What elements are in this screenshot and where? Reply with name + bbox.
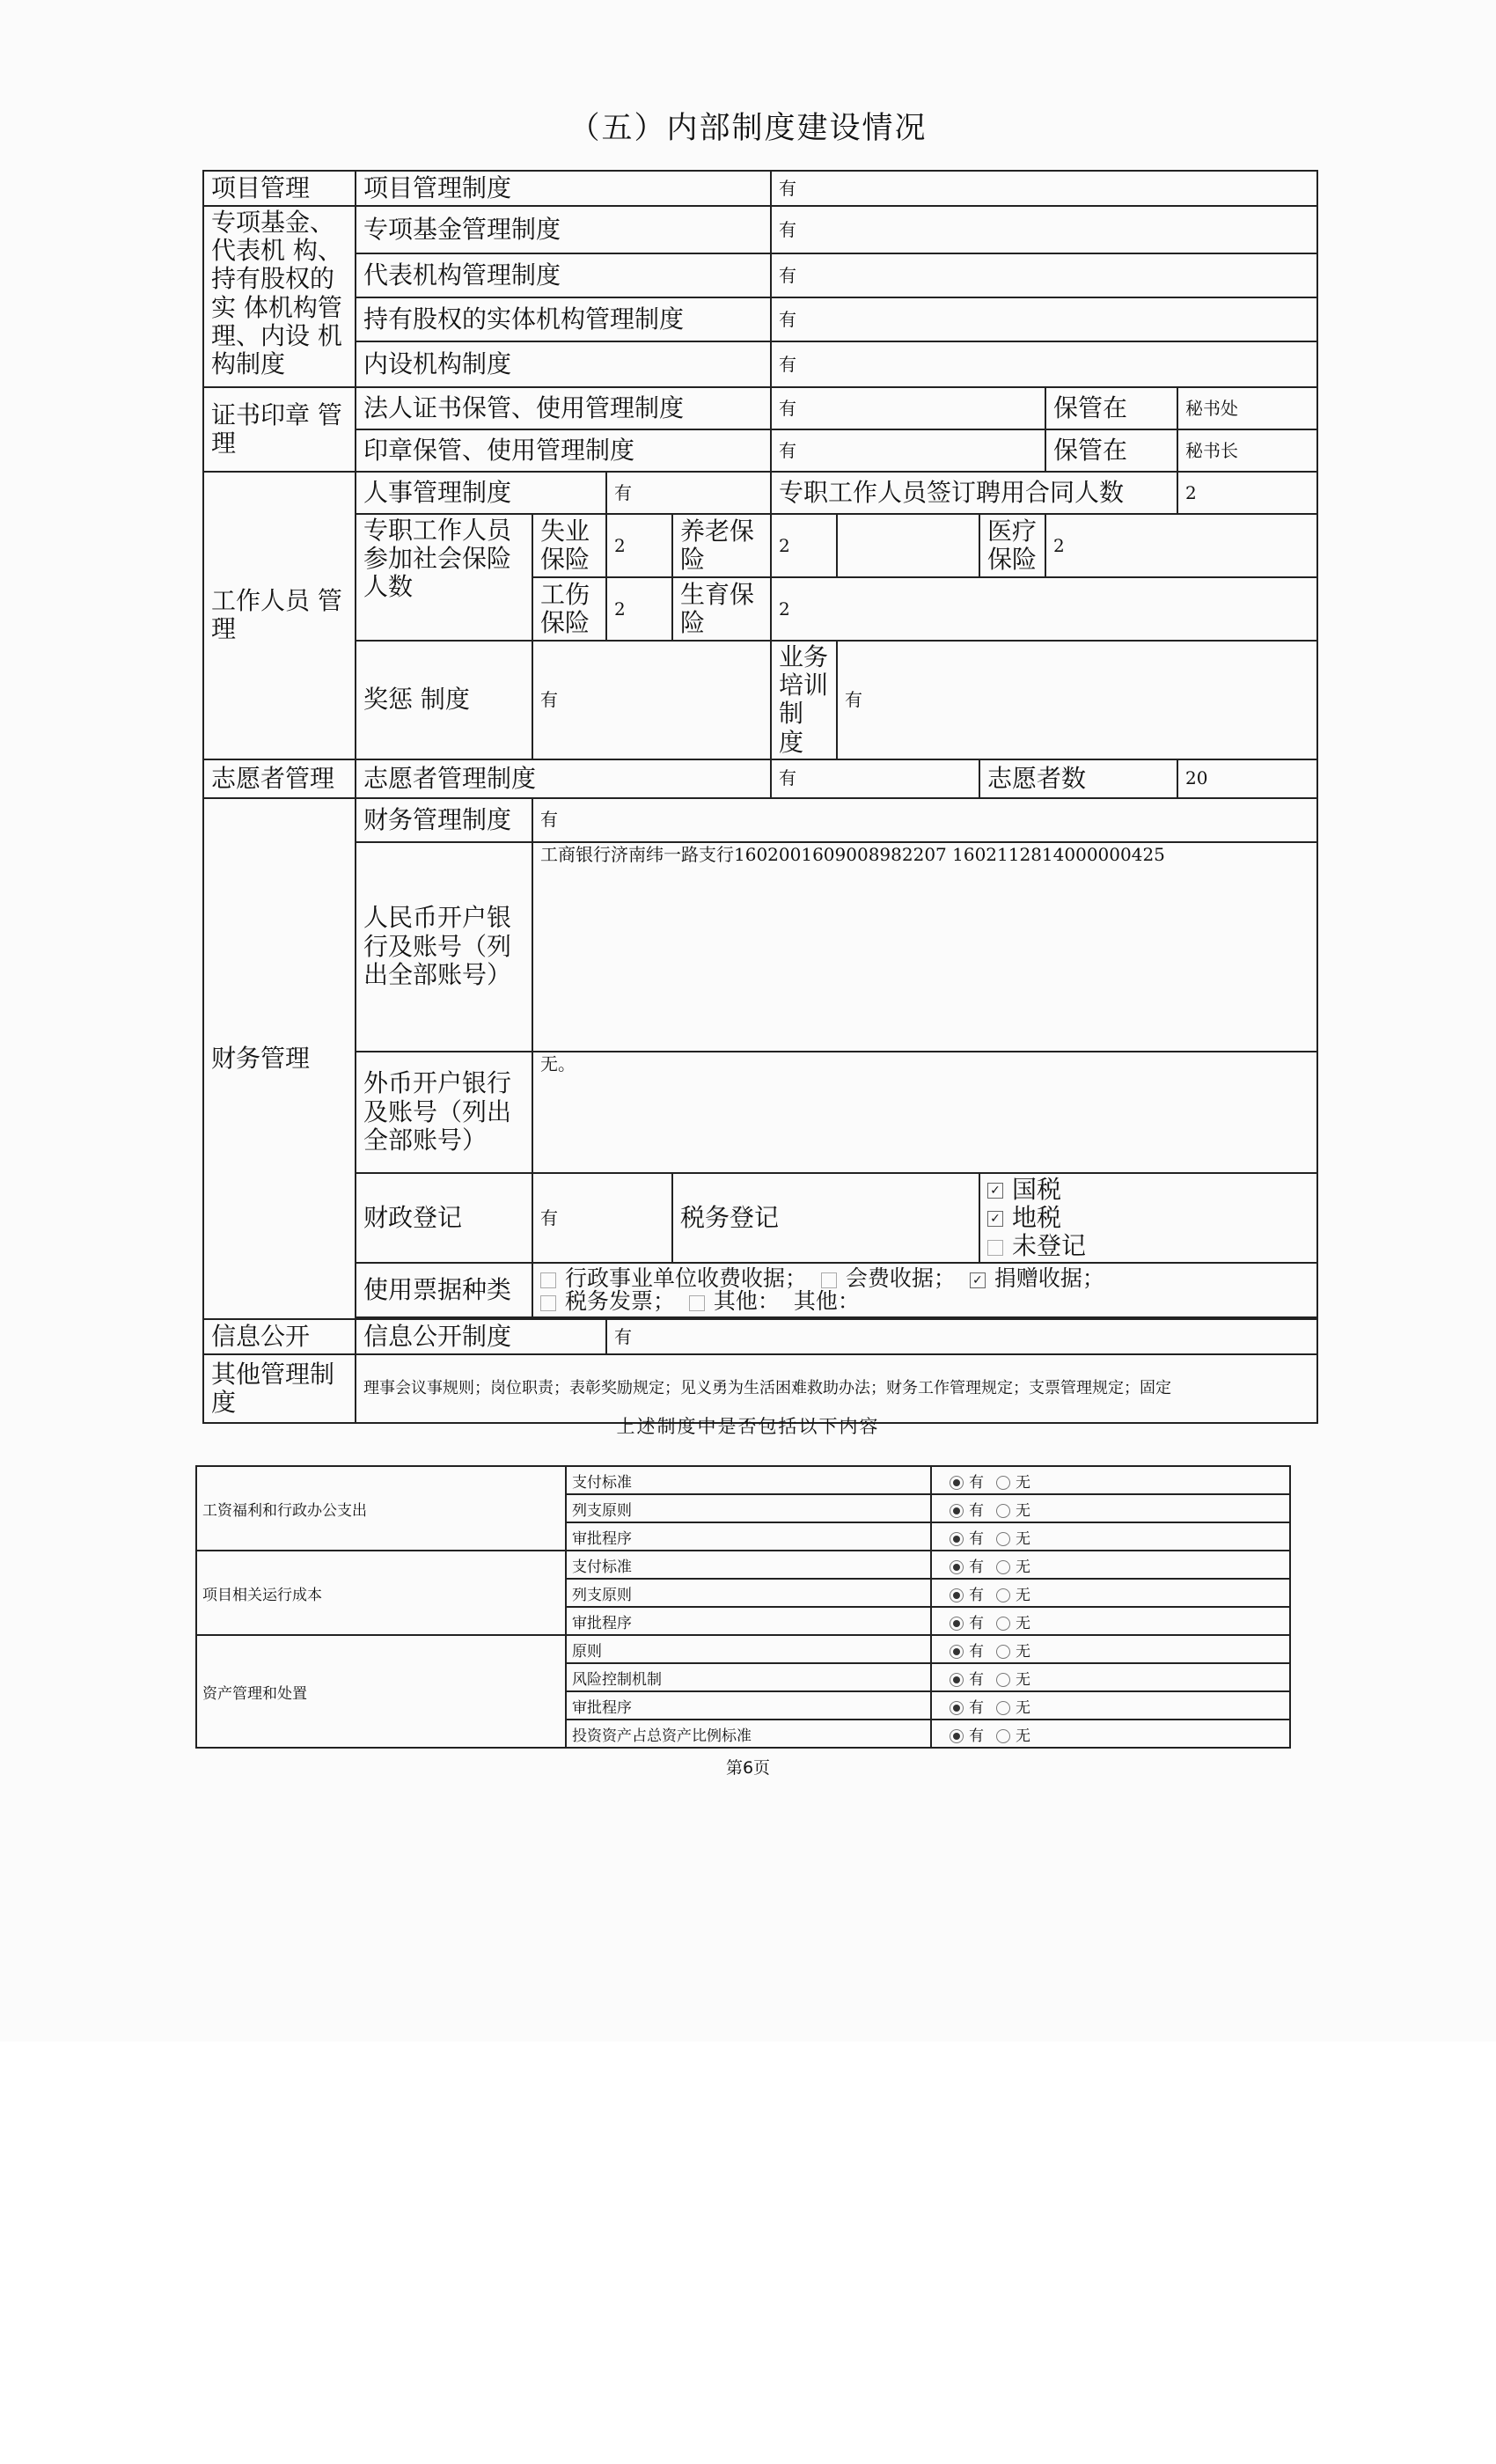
checklist-item-label: 列支原则 — [566, 1494, 931, 1522]
checkbox-icon — [689, 1295, 705, 1311]
checkbox-icon — [540, 1295, 556, 1311]
yes-no-choice — [931, 1466, 1290, 1494]
no-label: 无 — [1016, 1670, 1030, 1689]
checklist-row — [196, 1635, 1290, 1663]
maternity-label: 生育保险 — [672, 577, 771, 641]
checkbox-icon — [987, 1240, 1003, 1256]
yes-no-choice — [931, 1720, 1290, 1748]
yes-label: 有 — [969, 1727, 984, 1745]
checklist-item-label: 支付标准 — [566, 1551, 931, 1579]
keeper-value: 秘书处 — [1177, 387, 1317, 429]
yes-no-choice — [931, 1551, 1290, 1579]
no-label: 无 — [1016, 1614, 1030, 1632]
seal-item: 印章保管、使用管理制度 — [356, 429, 771, 472]
yes-no-choice — [931, 1522, 1290, 1551]
pension-value: 2 — [771, 514, 837, 577]
yes-no-choice — [931, 1635, 1290, 1663]
tax-option-label: 地税 — [1012, 1202, 1062, 1232]
fund-item: 专项基金管理制度 — [356, 206, 771, 253]
staff-label: 工作人员 管理 — [203, 472, 356, 759]
radio-yes-icon[interactable] — [950, 1673, 964, 1687]
yes-no-choice — [931, 1691, 1290, 1720]
finance-system-value: 有 — [532, 798, 1317, 842]
receipt-option-label: 捐赠收据； — [994, 1265, 1104, 1292]
fiscal-value: 有 — [532, 1173, 672, 1264]
yes-label: 有 — [969, 1529, 984, 1548]
yes-label: 有 — [969, 1473, 984, 1492]
radio-no-icon[interactable] — [996, 1560, 1010, 1574]
contract-value: 2 — [1177, 472, 1317, 514]
project-value: 有 — [771, 171, 1317, 206]
disclosure-label: 信息公开 — [203, 1319, 356, 1354]
fund-item: 持有股权的实体机构管理制度 — [356, 297, 771, 341]
checklist-group-label: 项目相关运行成本 — [196, 1551, 566, 1635]
fx-account-label: 外币开户银行及账号（列出全部账号） — [356, 1052, 532, 1173]
keeper-value: 秘书长 — [1177, 429, 1317, 472]
checklist-item-label: 审批程序 — [566, 1522, 931, 1551]
checklist-item-label: 审批程序 — [566, 1607, 931, 1635]
radio-yes-icon[interactable] — [950, 1729, 964, 1743]
checklist-item-label: 列支原则 — [566, 1579, 931, 1607]
checklist-item-label: 风险控制机制 — [566, 1663, 931, 1691]
receipt-option-label: 会费收据； — [845, 1265, 956, 1292]
no-label: 无 — [1016, 1501, 1030, 1520]
fiscal-label: 财政登记 — [356, 1173, 532, 1264]
checklist-row — [196, 1466, 1290, 1494]
tax-options — [979, 1173, 1317, 1264]
no-label: 无 — [1016, 1529, 1030, 1548]
yes-label: 有 — [969, 1642, 984, 1661]
volunteer-count: 20 — [1177, 759, 1317, 798]
checklist-table — [195, 1465, 1291, 1749]
receipt-option-label: 行政事业单位收费收据； — [565, 1265, 808, 1292]
disclosure-item: 信息公开制度 — [356, 1319, 606, 1354]
radio-yes-icon[interactable] — [950, 1645, 964, 1659]
finance-system-item: 财务管理制度 — [356, 798, 532, 842]
no-label: 无 — [1016, 1586, 1030, 1604]
yes-label: 有 — [969, 1558, 984, 1576]
volunteer-value: 有 — [771, 759, 979, 798]
no-label: 无 — [1016, 1473, 1030, 1492]
tax-label: 税务登记 — [672, 1173, 979, 1264]
checkbox-icon — [540, 1272, 556, 1288]
checklist-item-label: 审批程序 — [566, 1691, 931, 1720]
radio-yes-icon[interactable] — [950, 1532, 964, 1546]
checkbox-icon: ✓ — [987, 1211, 1003, 1227]
injury-label: 工伤保险 — [532, 577, 606, 641]
medical-value: 2 — [1045, 514, 1317, 577]
other-label: 其他管理制度 — [203, 1354, 356, 1423]
unemployment-value: 2 — [606, 514, 672, 577]
radio-no-icon[interactable] — [996, 1532, 1010, 1546]
seal-value: 有 — [771, 387, 1045, 429]
hr-item: 人事管理制度 — [356, 472, 606, 514]
project-item: 项目管理制度 — [356, 171, 771, 206]
reward-label: 奖惩 制度 — [356, 641, 532, 759]
volunteer-count-label: 志愿者数 — [979, 759, 1177, 798]
seal-value: 有 — [771, 429, 1045, 472]
fund-item: 内设机构制度 — [356, 341, 771, 387]
insurance-label: 专职工作人员参加社会保险人数 — [356, 514, 532, 641]
no-label: 无 — [1016, 1642, 1030, 1661]
contract-label: 专职工作人员签订聘用合同人数 — [771, 472, 1177, 514]
unemployment-label: 失业保险 — [532, 514, 606, 577]
pension-label: 养老保险 — [672, 514, 771, 577]
no-label: 无 — [1016, 1727, 1030, 1745]
page-title: （五）内部制度建设情况 — [568, 111, 928, 146]
hr-value: 有 — [606, 472, 771, 514]
fund-item: 代表机构管理制度 — [356, 253, 771, 297]
radio-no-icon[interactable] — [996, 1645, 1010, 1659]
radio-yes-icon[interactable] — [950, 1701, 964, 1715]
fx-account-value: 无。 — [532, 1052, 1317, 1173]
receipt-option[interactable] — [540, 1265, 807, 1291]
radio-yes-icon[interactable] — [950, 1476, 964, 1490]
radio-yes-icon[interactable] — [950, 1504, 964, 1518]
tax-option-label: 国税 — [1012, 1174, 1062, 1204]
radio-no-icon[interactable] — [996, 1617, 1010, 1631]
maternity-value: 2 — [771, 577, 1317, 641]
radio-no-icon[interactable] — [996, 1504, 1010, 1518]
yes-label: 有 — [969, 1698, 984, 1717]
checkbox-icon — [821, 1272, 837, 1288]
receipt-option[interactable] — [821, 1265, 956, 1291]
yes-no-choice — [931, 1494, 1290, 1522]
volunteer-item: 志愿者管理制度 — [356, 759, 771, 798]
checkbox-icon: ✓ — [987, 1183, 1003, 1199]
yes-no-choice — [931, 1607, 1290, 1635]
checklist-item-label: 投资资产占总资产比例标准 — [566, 1720, 931, 1748]
injury-value: 2 — [606, 577, 672, 641]
fund-value: 有 — [771, 206, 1317, 253]
receipt-option[interactable] — [540, 1288, 675, 1314]
no-label: 无 — [1016, 1698, 1030, 1717]
reward-value: 有 — [532, 641, 771, 759]
receipt-option-label: 其他： — [713, 1288, 780, 1315]
medical-label: 医疗保险 — [979, 514, 1045, 577]
checklist-title: 上述制度中是否包括以下内容 — [616, 1416, 880, 1437]
tax-option[interactable] — [987, 1232, 1309, 1260]
no-label: 无 — [1016, 1558, 1030, 1576]
receipt-other: 其他： — [793, 1288, 860, 1315]
checklist-group-label: 资产管理和处置 — [196, 1635, 566, 1748]
radio-yes-icon[interactable] — [950, 1588, 964, 1602]
checklist-group-label: 工资福利和行政办公支出 — [196, 1466, 566, 1551]
training-label: 业务培训 制 度 — [771, 641, 837, 759]
tax-option[interactable] — [987, 1204, 1309, 1232]
radio-no-icon[interactable] — [996, 1673, 1010, 1687]
fund-value: 有 — [771, 253, 1317, 297]
seal-item: 法人证书保管、使用管理制度 — [356, 387, 771, 429]
keeper-label: 保管在 — [1045, 429, 1177, 472]
project-label: 项目管理 — [203, 171, 356, 206]
yes-label: 有 — [969, 1586, 984, 1604]
radio-no-icon[interactable] — [996, 1476, 1010, 1490]
yes-label: 有 — [969, 1614, 984, 1632]
checklist-item-label: 原则 — [566, 1635, 931, 1663]
fund-value: 有 — [771, 341, 1317, 387]
disclosure-value: 有 — [606, 1319, 1317, 1354]
tax-option[interactable] — [987, 1176, 1309, 1204]
radio-no-icon[interactable] — [996, 1588, 1010, 1602]
fund-label: 专项基金、代表机 构、持有股权的实 体机构管理、内设 机构制度 — [203, 206, 356, 387]
receipt-option[interactable] — [970, 1265, 1104, 1291]
rmb-account-value: 工商银行济南纬一路支行1602001609008982207 1602112814000000425 — [532, 842, 1317, 1052]
tax-option-label: 未登记 — [1012, 1231, 1087, 1261]
receipt-options — [532, 1263, 1317, 1317]
yes-label: 有 — [969, 1670, 984, 1689]
other-value: 理事会议事规则；岗位职责；表彰奖励规定；见义勇为生活困难救助办法；财务工作管理规定；支票管理规定；固定 — [356, 1354, 1317, 1423]
receipt-option-label: 税务发票； — [565, 1288, 676, 1315]
receipt-option[interactable] — [689, 1288, 780, 1314]
rmb-account-label: 人民币开户银行及账号（列出全部账号） — [356, 842, 532, 1052]
training-value: 有 — [837, 641, 1317, 759]
checklist-row — [196, 1551, 1290, 1579]
fund-value: 有 — [771, 297, 1317, 341]
radio-yes-icon[interactable] — [950, 1617, 964, 1631]
receipt-label: 使用票据种类 — [356, 1263, 532, 1317]
checklist-item-label: 支付标准 — [566, 1466, 931, 1494]
yes-label: 有 — [969, 1501, 984, 1520]
radio-yes-icon[interactable] — [950, 1560, 964, 1574]
internal-system-table — [202, 170, 1318, 1424]
volunteer-label: 志愿者管理 — [203, 759, 356, 798]
seal-label: 证书印章 管理 — [203, 387, 356, 472]
yes-no-choice — [931, 1663, 1290, 1691]
finance-label: 财务管理 — [203, 798, 356, 1320]
radio-no-icon[interactable] — [996, 1729, 1010, 1743]
keeper-label: 保管在 — [1045, 387, 1177, 429]
yes-no-choice — [931, 1579, 1290, 1607]
page-number: 第6页 — [725, 1758, 771, 1778]
radio-no-icon[interactable] — [996, 1701, 1010, 1715]
checkbox-icon: ✓ — [970, 1272, 986, 1288]
